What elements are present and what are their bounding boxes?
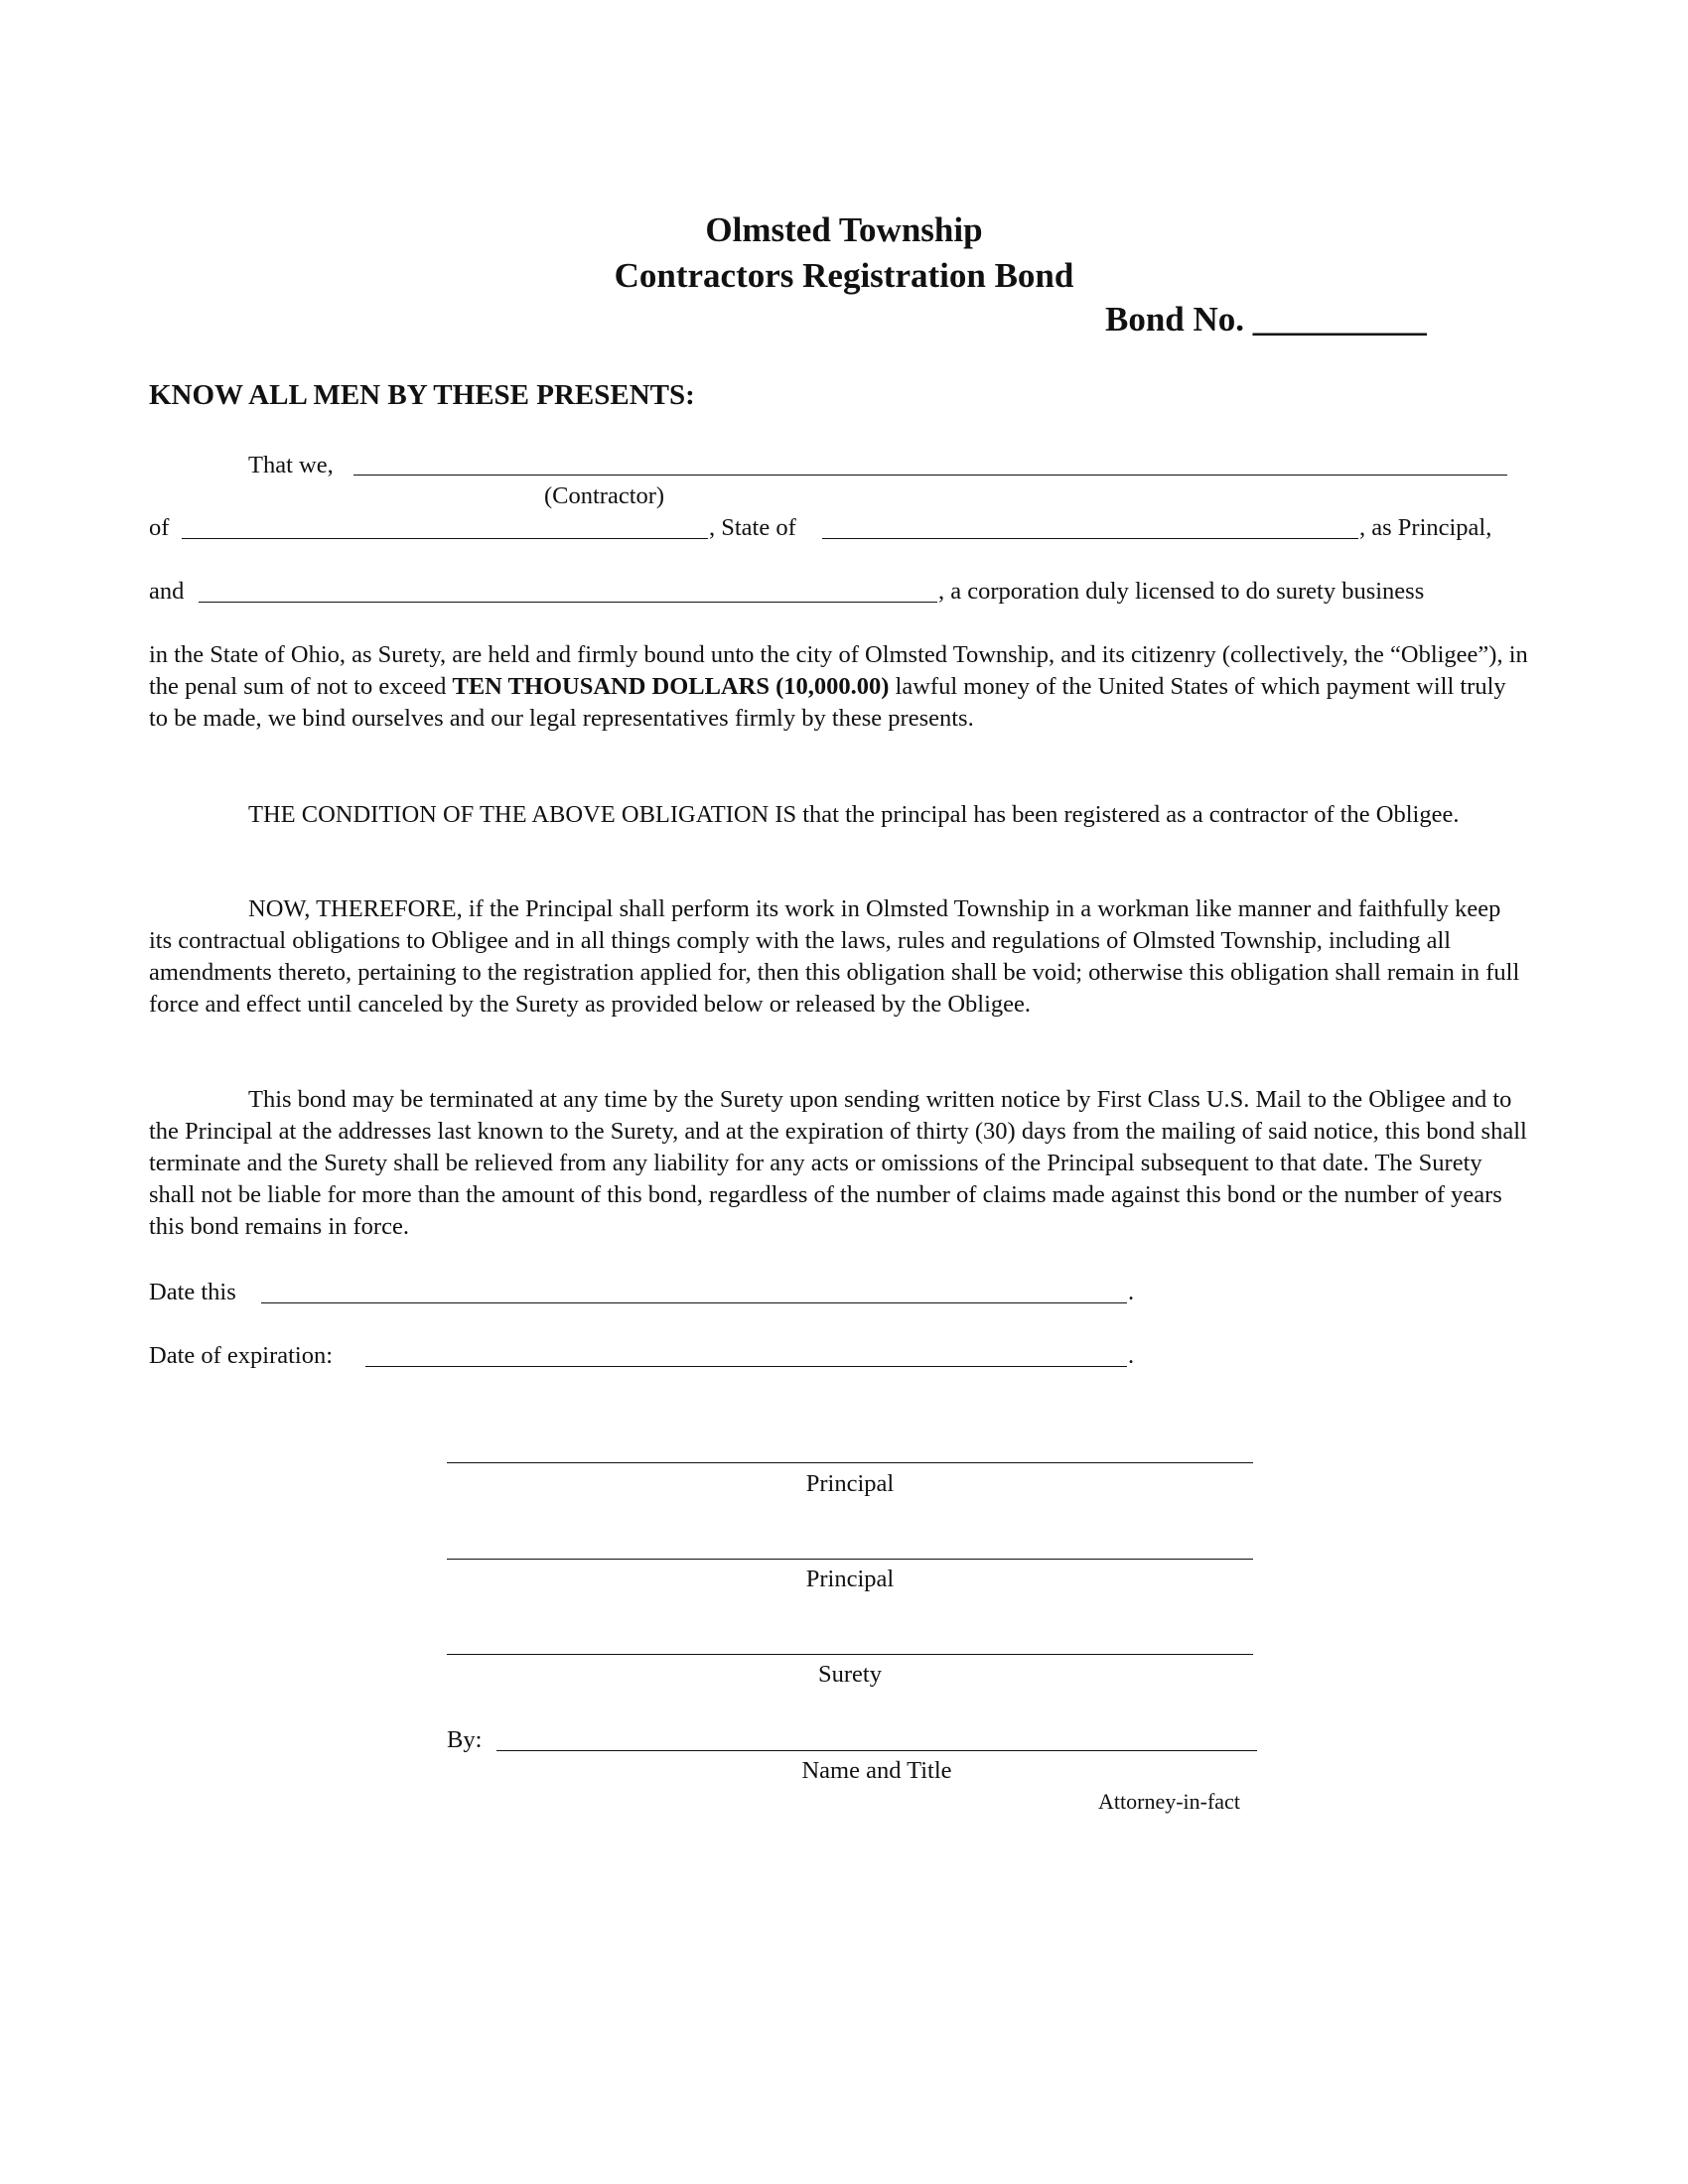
contractor-name-field[interactable] (353, 475, 1507, 476)
date-this-field[interactable] (261, 1302, 1127, 1303)
title-township: Olmsted Township (705, 210, 983, 249)
contractor-caption: (Contractor) (544, 482, 665, 509)
title-bond-type: Contractors Registration Bond (614, 256, 1074, 295)
by-label: By: (447, 1726, 483, 1753)
attorney-in-fact-caption: Attorney-in-fact (1098, 1789, 1240, 1814)
and-label: and (149, 578, 185, 605)
name-title-caption: Name and Title (801, 1757, 952, 1784)
obligation-text-end: lawful money of the United States of which payment will truly to be made, we bind ourselves and our legal representatives firmly by these presents. (149, 673, 1506, 732)
date-this-label: Date this (149, 1279, 236, 1305)
that-we-label: That we, (248, 452, 334, 478)
principal-signature-line-2[interactable] (447, 1559, 1253, 1560)
obligation-text-start: in the State of Ohio, as Surety, are held and firmly bound unto the city of Olmsted Township, and its citizenry (collectively, the “Obligee”), in the penal sum of not to exceed (149, 641, 1528, 700)
date-expiration-field[interactable] (365, 1366, 1127, 1367)
state-of-label: , State of (709, 514, 796, 541)
contractor-state-field[interactable] (822, 538, 1358, 539)
principal-caption-2: Principal (805, 1566, 895, 1592)
by-signature-line[interactable] (496, 1750, 1257, 1751)
surety-caption: Surety (818, 1661, 882, 1688)
corporation-label: , a corporation duly licensed to do surety business (938, 578, 1425, 605)
termination-paragraph: This bond may be terminated at any time by the Surety upon sending written notice by First Class U.S. Mail to the Obligee and to the Principal at the addresses last known to the Surety, and at the expiration of thirty (30) days from the mailing of said notice, this bond shall terminate and the Surety shall be relieved from any liability for any acts or omissions of the Principal subsequent to that date. The Surety shall not be liable for more than the amount of this bond, regardless of the number of claims made against this bond or the number of years this bond remains in force. (149, 1086, 1527, 1240)
principal-signature-line-1[interactable] (447, 1462, 1253, 1463)
condition-paragraph: THE CONDITION OF THE ABOVE OBLIGATION IS that the principal has been registered as a contractor of the Obligee. (248, 801, 1460, 828)
penal-sum-amount: TEN THOUSAND DOLLARS (10,000.00) (452, 673, 890, 700)
date-this-period: . (1128, 1279, 1135, 1305)
obligation-paragraph (149, 639, 1529, 735)
of-label: of (149, 514, 170, 541)
date-expiration-label: Date of expiration: (149, 1342, 334, 1369)
know-all-men-heading: KNOW ALL MEN BY THESE PRESENTS: (149, 379, 695, 411)
principal-caption-1: Principal (805, 1470, 895, 1497)
contractor-city-field[interactable] (182, 538, 708, 539)
surety-signature-line[interactable] (447, 1654, 1253, 1655)
bond-number-label: Bond No. __________ (1105, 300, 1427, 339)
as-principal-label: , as Principal, (1359, 514, 1492, 541)
surety-name-field[interactable] (199, 602, 937, 603)
therefore-paragraph: NOW, THEREFORE, if the Principal shall perform its work in Olmsted Township in a workman like manner and faithfully keep its contractual obligations to Obligee and in all things comply with the laws, rules and regulations of Olmsted Township, including all amendments thereto, pertaining to the registration applied for, then this obligation shall be void; otherwise this obligation shall remain in full force and effect until canceled by the Surety as provided below or released by the Obligee. (149, 895, 1520, 1018)
date-expiration-period: . (1128, 1342, 1135, 1369)
